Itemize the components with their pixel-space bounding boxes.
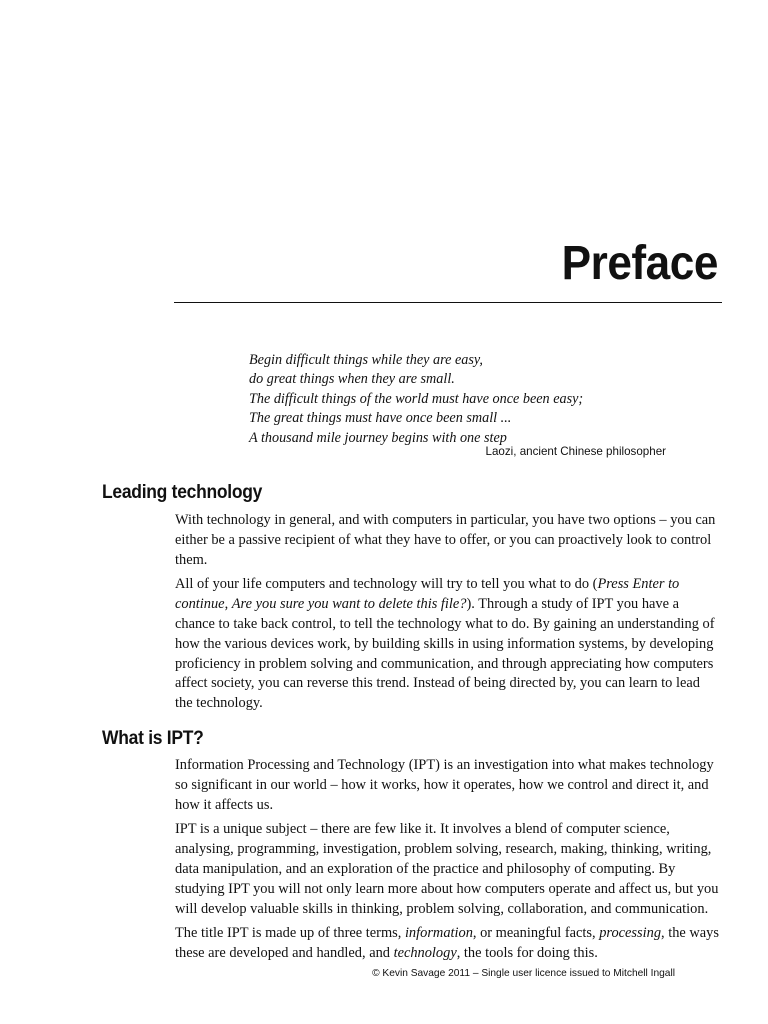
paragraph-text: The title IPT is made up of three terms, — [175, 925, 405, 942]
epigraph-line: A thousand mile journey begins with one step — [249, 429, 507, 446]
epigraph — [249, 351, 583, 448]
italic-term: information — [404, 925, 473, 942]
epigraph-line: Begin difficult things while they are easy, — [249, 352, 483, 368]
paragraph: With technology in general, and with computers in particular, you have two options – you can either be a passive recipient of what they have to offer, or you can proactively look to control them. — [175, 512, 716, 568]
section-body-what-is-ipt — [175, 756, 720, 969]
paragraph: Information Processing and Technology (IPT) is an investigation into what makes technology so significant in our world – how it works, how it operates, how we control and direct it, and how it affects us. — [175, 757, 714, 813]
paragraph-text: , the ways these are developed and handled, and — [175, 925, 719, 962]
section-heading-leading-technology: Leading technology — [102, 482, 263, 503]
paragraph — [175, 575, 720, 714]
title-rule — [174, 302, 722, 303]
paragraph-text: , or meaningful facts, — [472, 925, 600, 942]
epigraph-line: The difficult things of the world must have once been easy; — [249, 390, 584, 407]
epigraph-line: The great things must have once been small ... — [249, 410, 512, 427]
italic-example: Press Enter to continue — [175, 576, 680, 613]
italic-term: technology — [393, 945, 457, 962]
epigraph-attribution: Laozi, ancient Chinese philosopher — [485, 445, 666, 458]
paragraph-text: ). Through a study of IPT you have a chance to take back control, to tell the technology what to do. By gaining an understanding of how the various devices work, by building skills in using information systems, by developing proficiency in problem solving and communication, and through appreciating how computers affect society, you can reverse this trend. Instead of being directed by, you can learn to lead the technology. — [175, 596, 715, 712]
italic-term: processing — [599, 925, 662, 942]
paragraph-text: , the tools for doing this. — [456, 945, 598, 962]
italic-example: Are you sure you want to delete this file? — [231, 596, 467, 613]
paragraph: IPT is a unique subject – there are few like it. It involves a blend of computer science, analysing, programming, investigation, problem solving, research, making, thinking, writing, data manipulation, and an exploration of the practice and philosophy of computing. By studying IPT you will not only learn more about how computers operate and affect us, but you will develop valuable skills in thinking, problem solving, collaboration, and communication. — [175, 821, 719, 917]
paragraph-text: All of your life computers and technology will try to tell you what to do ( — [175, 576, 598, 593]
epigraph-line: do great things when they are small. — [249, 371, 455, 388]
section-heading-what-is-ipt: What is IPT? — [102, 728, 204, 749]
copyright-footer: © Kevin Savage 2011 – Single user licence issued to Mitchell Ingall — [372, 968, 675, 979]
page-title: Preface — [561, 237, 718, 290]
paragraph — [175, 924, 720, 964]
paragraph-text: , — [224, 596, 232, 613]
section-body-leading-technology — [175, 511, 720, 719]
